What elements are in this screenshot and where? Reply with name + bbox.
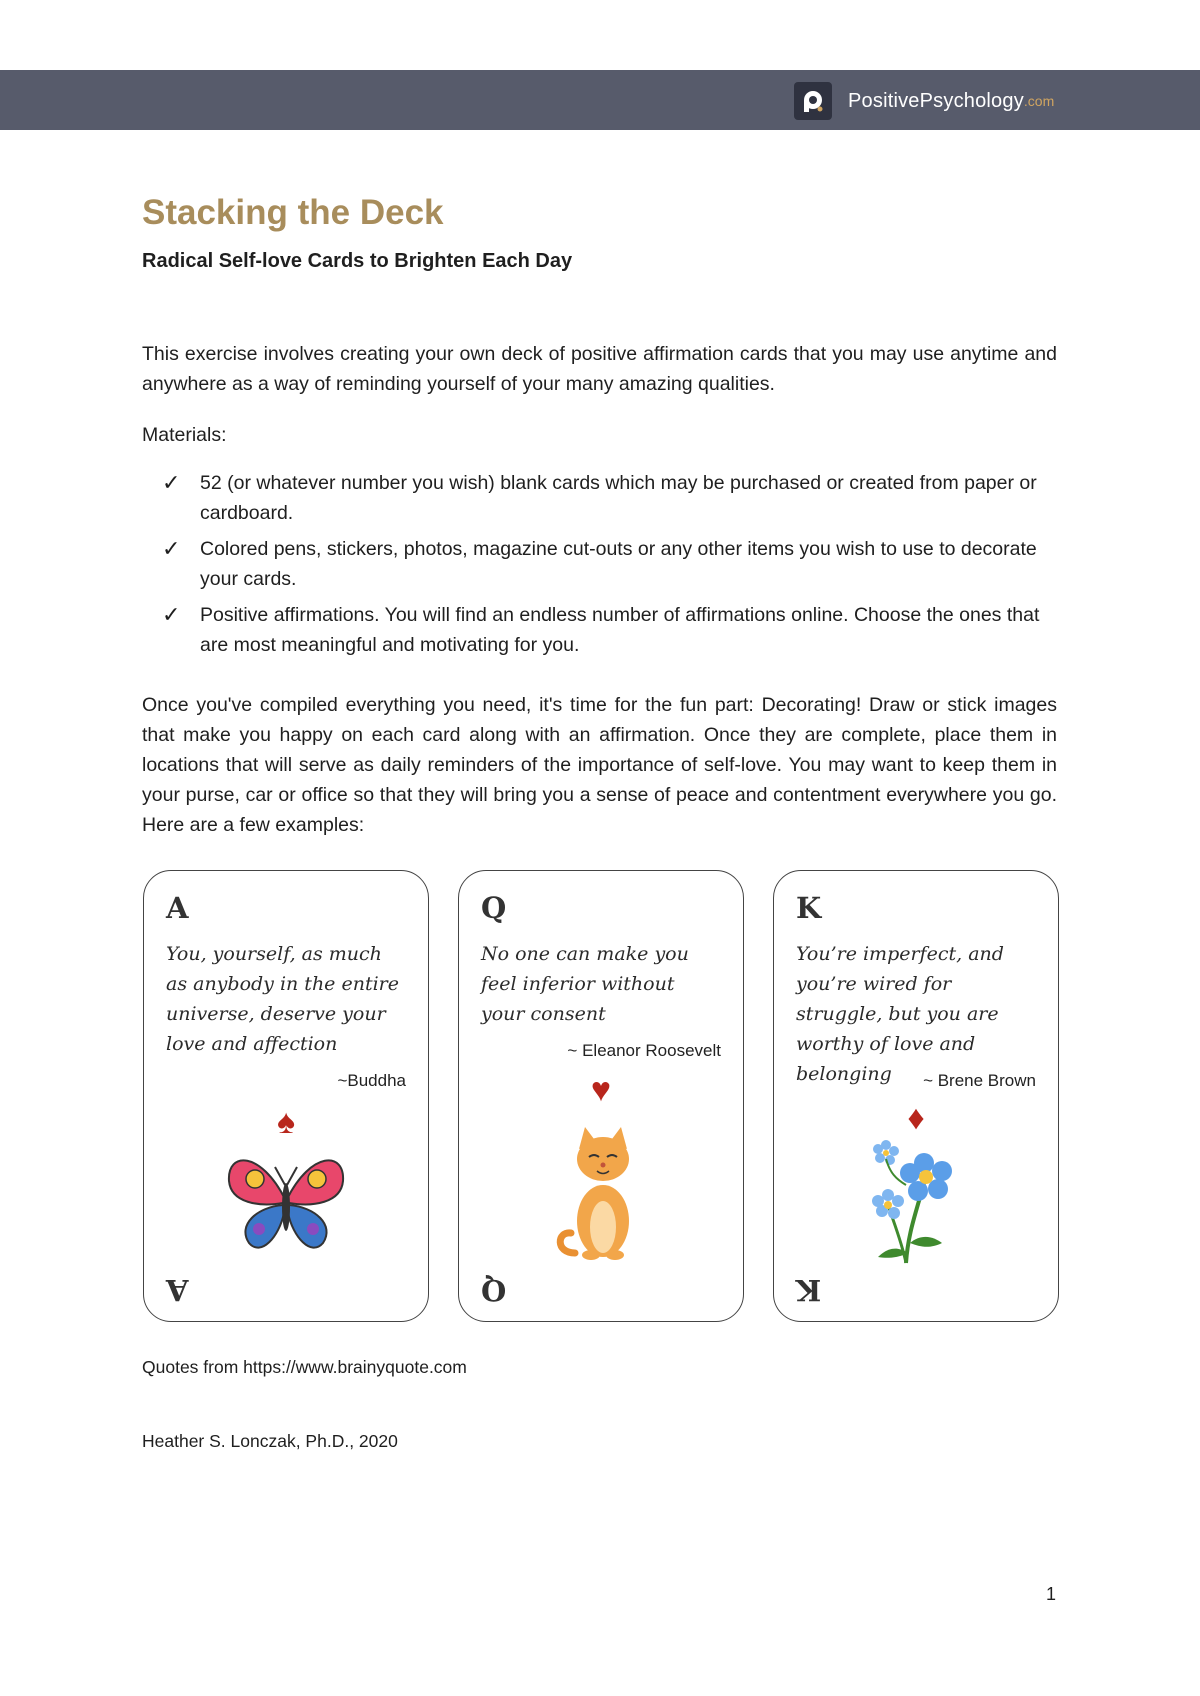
brand-suffix: .com [1023, 93, 1055, 109]
butterfly-icon [221, 1141, 351, 1261]
check-icon: ✓ [162, 536, 181, 561]
card-queen-hearts [458, 870, 744, 1322]
card-author: ~Buddha [337, 1071, 406, 1090]
page-number: 1 [1046, 1584, 1057, 1604]
check-icon: ✓ [162, 602, 181, 627]
materials-item-text: Positive affirmations. You will find an endless number of affirmations online. Choose the ones that are most meaningful and motivating for you. [200, 604, 1040, 656]
card-rank-bottom: K [796, 1273, 822, 1307]
brand-name: PositivePsychology [848, 89, 1024, 112]
p-logo-icon [794, 82, 832, 120]
card-quote: You, yourself, as much as anybody in the entire universe, deserve your love and affection [166, 943, 399, 1055]
materials-item-text: Colored pens, stickers, photos, magazine cut-outs or any other items you wish to use to decorate your cards. [200, 538, 1037, 590]
diamond-icon: ♦ [907, 1099, 925, 1137]
card-ace-spades [143, 870, 429, 1322]
brand-logo[interactable] [794, 82, 1054, 120]
instructions-paragraph: Once you've compiled everything you need, it's time for the fun part: Decorating! Draw or stick images that make you happy on each card along with an affirmation. Once they are complete, place them in locations that will serve as daily reminders of the importance of self-love. You may want to keep them in your purse, car or office so that they will bring you a sense of peace and contentment everywhere you go. Here are a few examples: [142, 694, 1057, 836]
quotes-source: Quotes from https://www.brainyquote.com [142, 1357, 467, 1377]
card-rank-top: A [166, 891, 189, 925]
materials-item-text: 52 (or whatever number you wish) blank cards which may be purchased or created from paper or cardboard. [200, 472, 1037, 524]
card-rank-bottom: A [166, 1273, 189, 1307]
materials-item [160, 534, 1060, 594]
card-king-diamonds [773, 870, 1059, 1322]
intro-paragraph: This exercise involves creating your own deck of positive affirmation cards that you may use anytime and anywhere as a way of reminding yourself of your many amazing qualities. [142, 343, 1057, 395]
flowers-icon [866, 1133, 966, 1269]
check-icon: ✓ [162, 470, 181, 495]
card-rank-bottom: Q [481, 1273, 507, 1307]
card-author: ~ Brene Brown [923, 1071, 1036, 1090]
spade-icon: ♠ [276, 1103, 296, 1141]
page-subtitle: Radical Self-love Cards to Brighten Each Day [142, 250, 573, 272]
materials-item [160, 468, 1060, 528]
cat-icon [553, 1123, 649, 1263]
card-rank-top: Q [481, 891, 507, 925]
materials-list [160, 468, 1060, 666]
card-quote: No one can make you feel inferior without your consent [481, 943, 689, 1025]
materials-label: Materials: [142, 424, 227, 446]
author-credit: Heather S. Lonczak, Ph.D., 2020 [142, 1431, 398, 1451]
header-bar [0, 70, 1200, 130]
heart-icon: ♥ [590, 1071, 612, 1109]
card-rank-top: K [796, 891, 822, 925]
card-quote: You’re imperfect, and you’re wired for struggle, but you are worthy of love and belonging [796, 943, 1004, 1085]
card-author: ~ Eleanor Roosevelt [567, 1041, 721, 1060]
materials-item [160, 600, 1060, 660]
page-title: Stacking the Deck [142, 193, 444, 232]
